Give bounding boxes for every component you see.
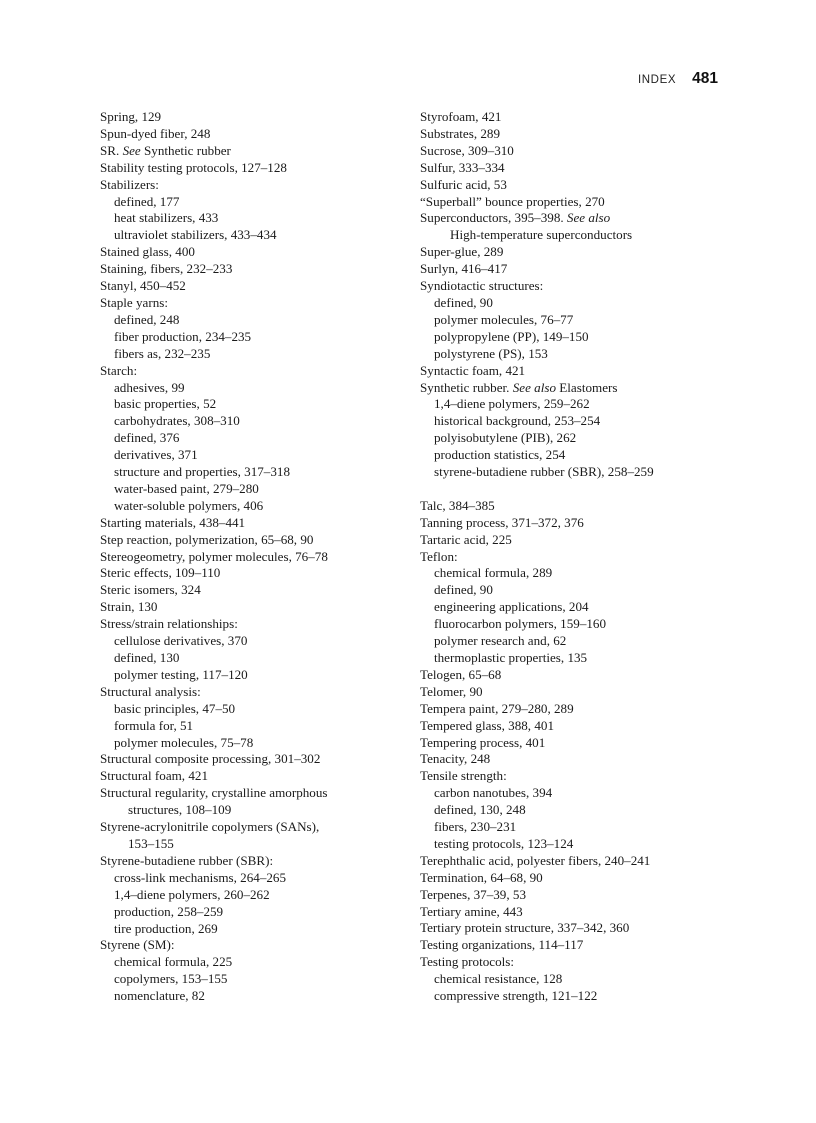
- index-subentry: [100, 887, 410, 904]
- index-subentry: [420, 582, 730, 599]
- index-text: Starch:: [100, 362, 138, 378]
- index-entry: [420, 701, 730, 718]
- index-text: Tensile strength:: [420, 768, 507, 784]
- index-subentry: [100, 413, 410, 430]
- index-subentry: [100, 380, 410, 397]
- index-text: High-temperature superconductors: [450, 227, 633, 243]
- index-text: defined, 130, 248: [434, 802, 526, 818]
- index-subentry: [100, 312, 410, 329]
- index-entry: [420, 667, 730, 684]
- index-text: defined, 90: [434, 294, 493, 310]
- index-text: 153–155: [128, 835, 174, 851]
- index-subentry: [420, 988, 730, 1005]
- index-subentry: [420, 565, 730, 582]
- index-subentry: [100, 988, 410, 1005]
- index-text: Telogen, 65–68: [420, 666, 502, 682]
- index-subentry: [100, 447, 410, 464]
- index-subentry: [100, 735, 410, 752]
- index-text: cellulose derivatives, 370: [114, 633, 248, 649]
- index-text: historical background, 253–254: [434, 413, 601, 429]
- index-text: Synthetic rubber.: [420, 379, 513, 395]
- index-text: fibers, 230–231: [434, 819, 517, 835]
- index-entry: [100, 549, 410, 566]
- index-text: Tempering process, 401: [420, 734, 546, 750]
- index-text: Stabilizers:: [100, 176, 159, 192]
- index-text: adhesives, 99: [114, 379, 185, 395]
- index-text: SR.: [100, 142, 123, 158]
- index-text: Sucrose, 309–310: [420, 142, 514, 158]
- index-entry: [420, 870, 730, 887]
- index-subentry: [420, 329, 730, 346]
- index-text: Terpenes, 37–39, 53: [420, 886, 526, 902]
- index-subentry: [100, 396, 410, 413]
- index-entry: [100, 261, 410, 278]
- index-subentry: [100, 667, 410, 684]
- cross-reference-term: See also: [566, 210, 611, 226]
- index-entry: [100, 751, 410, 768]
- index-text: “Superball” bounce properties, 270: [420, 193, 605, 209]
- letter-group-gap: [420, 481, 730, 498]
- index-subentry: [420, 396, 730, 413]
- index-entry: [420, 549, 730, 566]
- index-subentry: [420, 346, 730, 363]
- index-text: Structural foam, 421: [100, 768, 208, 784]
- index-text: defined, 248: [114, 311, 180, 327]
- index-entry: [100, 363, 410, 380]
- index-entry: [420, 380, 730, 397]
- index-subentry: [100, 718, 410, 735]
- index-text: chemical formula, 289: [434, 565, 553, 581]
- index-text: carbon nanotubes, 394: [434, 785, 553, 801]
- index-text: polystyrene (PS), 153: [434, 345, 548, 361]
- index-column-right: [420, 109, 730, 1005]
- index-text: fibers as, 232–235: [114, 345, 211, 361]
- index-text: Tartaric acid, 225: [420, 531, 512, 547]
- index-text: Surlyn, 416–417: [420, 261, 508, 277]
- index-text: defined, 376: [114, 430, 180, 446]
- index-entry: [420, 244, 730, 261]
- index-text: Stained glass, 400: [100, 244, 195, 260]
- index-text: structures, 108–109: [128, 802, 232, 818]
- index-text: ultraviolet stabilizers, 433–434: [114, 227, 277, 243]
- index-text: basic properties, 52: [114, 396, 217, 412]
- index-text: Termination, 64–68, 90: [420, 869, 543, 885]
- index-entry: [100, 278, 410, 295]
- index-text: polymer research and, 62: [434, 633, 567, 649]
- index-subentry: [420, 430, 730, 447]
- index-entry: [420, 887, 730, 904]
- index-text: Stress/strain relationships:: [100, 616, 238, 632]
- index-column-left: [100, 109, 410, 1005]
- index-text: Super-glue, 289: [420, 244, 504, 260]
- index-text: polypropylene (PP), 149–150: [434, 328, 589, 344]
- index-text: defined, 177: [114, 193, 180, 209]
- running-header: [638, 70, 718, 88]
- index-entry: [420, 261, 730, 278]
- index-text: thermoplastic properties, 135: [434, 649, 588, 665]
- index-entry: [100, 515, 410, 532]
- index-text: Steric isomers, 324: [100, 582, 201, 598]
- index-entry: [420, 160, 730, 177]
- index-entry: [420, 532, 730, 549]
- index-text: Structural regularity, crystalline amorphous: [100, 785, 328, 801]
- index-text: Steric effects, 109–110: [100, 565, 221, 581]
- index-entry: [100, 109, 410, 126]
- index-text: compressive strength, 121–122: [434, 988, 598, 1004]
- index-entry: [100, 565, 410, 582]
- index-entry: [420, 498, 730, 515]
- index-text: chemical resistance, 128: [434, 971, 563, 987]
- index-subentry: [100, 329, 410, 346]
- index-entry: [100, 295, 410, 312]
- index-text: polymer testing, 117–120: [114, 666, 248, 682]
- index-text: Spring, 129: [100, 109, 162, 124]
- index-text: Tertiary protein structure, 337–342, 360: [420, 920, 630, 936]
- index-entry: [100, 126, 410, 143]
- index-subentry: [100, 921, 410, 938]
- index-entry: [420, 143, 730, 160]
- index-text: Elastomers: [556, 379, 618, 395]
- index-text: Tenacity, 248: [420, 751, 491, 767]
- index-entry: [420, 210, 730, 227]
- index-text: Step reaction, polymerization, 65–68, 90: [100, 531, 314, 547]
- index-entry: [100, 532, 410, 549]
- index-subentry: [100, 904, 410, 921]
- index-text: cross-link mechanisms, 264–265: [114, 869, 287, 885]
- index-text: Telomer, 90: [420, 683, 483, 699]
- index-entry: [420, 751, 730, 768]
- index-subentry: [420, 650, 730, 667]
- index-text: Styrene-butadiene rubber (SBR):: [100, 852, 274, 868]
- index-text: Terephthalic acid, polyester fibers, 240–241: [420, 852, 651, 868]
- index-text: Testing protocols:: [420, 954, 515, 970]
- index-text: Testing organizations, 114–117: [420, 937, 584, 953]
- index-text: chemical formula, 225: [114, 954, 233, 970]
- index-subentry: [420, 312, 730, 329]
- index-entry-continuation: [100, 836, 410, 853]
- index-entry: [420, 515, 730, 532]
- index-entry: [420, 768, 730, 785]
- index-subentry: [420, 785, 730, 802]
- index-text: copolymers, 153–155: [114, 971, 228, 987]
- index-text: production, 258–259: [114, 903, 224, 919]
- index-entry: [420, 954, 730, 971]
- index-subentry: [100, 954, 410, 971]
- index-text: Staple yarns:: [100, 294, 169, 310]
- index-entry: [100, 616, 410, 633]
- index-text: styrene-butadiene rubber (SBR), 258–259: [434, 464, 654, 480]
- index-text: Syndiotactic structures:: [420, 278, 544, 294]
- index-subentry: [420, 802, 730, 819]
- index-text: Sulfur, 333–334: [420, 159, 505, 175]
- index-text: Sulfuric acid, 53: [420, 176, 507, 192]
- index-text: Tertiary amine, 443: [420, 903, 523, 919]
- index-entry: [420, 937, 730, 954]
- index-subentry: [420, 413, 730, 430]
- index-subentry: [100, 464, 410, 481]
- index-text: Syntactic foam, 421: [420, 362, 526, 378]
- index-subentry: [100, 227, 410, 244]
- index-text: water-based paint, 279–280: [114, 480, 259, 496]
- index-text: heat stabilizers, 433: [114, 210, 219, 226]
- index-text: 1,4–diene polymers, 260–262: [114, 886, 270, 902]
- index-text: Talc, 384–385: [420, 497, 495, 513]
- index-subentry: [420, 616, 730, 633]
- index-text: 1,4–diene polymers, 259–262: [434, 396, 590, 412]
- index-text: Stanyl, 450–452: [100, 278, 186, 294]
- index-entry: [420, 920, 730, 937]
- index-subentry: [100, 870, 410, 887]
- index-text: structure and properties, 317–318: [114, 464, 290, 480]
- index-entry: [420, 126, 730, 143]
- index-entry: [100, 244, 410, 261]
- index-entry: [420, 735, 730, 752]
- index-text: basic principles, 47–50: [114, 700, 236, 716]
- index-text: Strain, 130: [100, 599, 158, 615]
- cross-reference-term: See: [122, 142, 141, 158]
- index-entry: [100, 853, 410, 870]
- index-subentry: [420, 599, 730, 616]
- index-text: water-soluble polymers, 406: [114, 497, 264, 513]
- index-entry: [420, 109, 730, 126]
- index-entry-continuation: [420, 227, 730, 244]
- index-text: Styrene-acrylonitrile copolymers (SANs),: [100, 819, 320, 835]
- index-text: Stability testing protocols, 127–128: [100, 159, 287, 175]
- index-text: Starting materials, 438–441: [100, 514, 246, 530]
- index-subentry: [100, 650, 410, 667]
- index-entry: [100, 143, 410, 160]
- index-entry: [420, 718, 730, 735]
- index-entry: [420, 278, 730, 295]
- index-text: Staining, fibers, 232–233: [100, 261, 233, 277]
- index-entry: [100, 819, 410, 836]
- index-text: Teflon:: [420, 548, 458, 564]
- index-subentry: [100, 481, 410, 498]
- index-text: derivatives, 371: [114, 447, 198, 463]
- index-text: defined, 90: [434, 582, 493, 598]
- index-text: fluorocarbon polymers, 159–160: [434, 616, 607, 632]
- index-subentry: [100, 971, 410, 988]
- index-entry: [100, 582, 410, 599]
- index-subentry: [420, 295, 730, 312]
- cross-reference-term: See also: [512, 379, 557, 395]
- index-entry: [420, 853, 730, 870]
- index-text: Structural analysis:: [100, 683, 201, 699]
- index-text: Spun-dyed fiber, 248: [100, 125, 211, 141]
- index-subentry: [420, 971, 730, 988]
- index-text: Tempera paint, 279–280, 289: [420, 700, 574, 716]
- index-entry: [420, 684, 730, 701]
- index-subentry: [100, 701, 410, 718]
- index-text: Superconductors, 395–398.: [420, 210, 567, 226]
- index-entry: [100, 177, 410, 194]
- index-entry: [100, 684, 410, 701]
- index-entry: [420, 904, 730, 921]
- index-entry: [100, 768, 410, 785]
- page-number: 481: [692, 70, 718, 87]
- index-text: Structural composite processing, 301–302: [100, 751, 321, 767]
- index-entry: [100, 599, 410, 616]
- index-subentry: [100, 633, 410, 650]
- index-subentry: [100, 210, 410, 227]
- index-text: Tanning process, 371–372, 376: [420, 514, 584, 530]
- index-text: Stereogeometry, polymer molecules, 76–78: [100, 548, 328, 564]
- index-text: polyisobutylene (PIB), 262: [434, 430, 577, 446]
- index-subentry: [420, 836, 730, 853]
- index-text: fiber production, 234–235: [114, 328, 252, 344]
- index-text: production statistics, 254: [434, 447, 566, 463]
- index-subentry: [420, 464, 730, 481]
- index-entry: [420, 363, 730, 380]
- index-text: Styrofoam, 421: [420, 109, 502, 124]
- index-subentry: [420, 633, 730, 650]
- index-text: Substrates, 289: [420, 125, 501, 141]
- index-text: tire production, 269: [114, 920, 218, 936]
- index-text: nomenclature, 82: [114, 988, 205, 1004]
- index-subentry: [420, 447, 730, 464]
- index-entry: [100, 160, 410, 177]
- index-text: testing protocols, 123–124: [434, 835, 574, 851]
- index-subentry: [100, 346, 410, 363]
- index-entry: [420, 177, 730, 194]
- index-text: engineering applications, 204: [434, 599, 589, 615]
- index-text: carbohydrates, 308–310: [114, 413, 240, 429]
- index-text: polymer molecules, 76–77: [434, 311, 574, 327]
- index-entry: [420, 194, 730, 211]
- index-text: defined, 130: [114, 650, 180, 665]
- index-subentry: [420, 819, 730, 836]
- index-entry-continuation: [100, 802, 410, 819]
- running-header-label: INDEX: [637, 74, 677, 86]
- index-entry: [100, 937, 410, 954]
- index-text: Styrene (SM):: [100, 937, 175, 953]
- index-subentry: [100, 498, 410, 515]
- index-text: Tempered glass, 388, 401: [420, 717, 554, 733]
- index-text: formula for, 51: [114, 717, 194, 733]
- index-subentry: [100, 430, 410, 447]
- index-text: polymer molecules, 75–78: [114, 734, 254, 750]
- index-text: Synthetic rubber: [140, 142, 231, 158]
- index-subentry: [100, 194, 410, 211]
- index-entry: [100, 785, 410, 802]
